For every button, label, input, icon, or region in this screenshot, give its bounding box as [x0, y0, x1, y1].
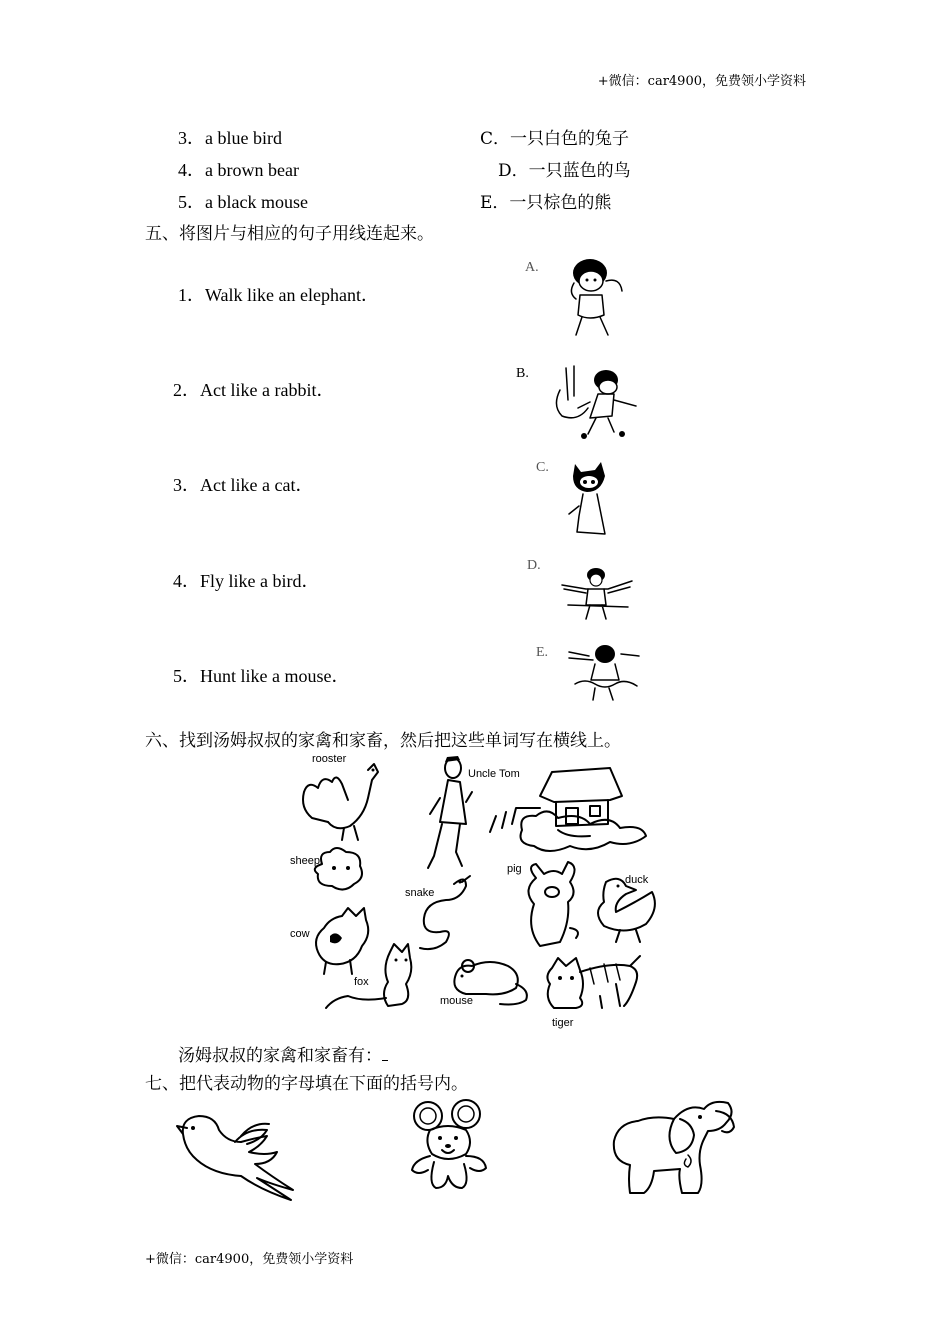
label-tiger: tiger: [552, 1017, 574, 1029]
sentence-4: 4．Fly like a bird．: [173, 571, 320, 591]
answer-prompt-label: 汤姆叔叔的家禽和家畜有：: [178, 1046, 382, 1066]
section4-option-d: D．一只蓝色的鸟: [498, 161, 631, 181]
picture-b-girl-rabbit: [548, 360, 643, 445]
answer-blank[interactable]: [382, 1046, 388, 1061]
label-duck: duck: [625, 874, 649, 886]
mouse-picture: [408, 1098, 493, 1193]
section4-item-3: 3．a blue bird: [178, 128, 282, 148]
section5-heading: 五、将图片与相应的句子用线连起来。: [145, 224, 434, 244]
sheep-drawing: [315, 848, 362, 890]
label-pig: pig: [507, 863, 522, 875]
label-uncle-tom: Uncle Tom: [468, 768, 520, 780]
section6-heading: 六、找到汤姆叔叔的家禽和家畜，然后把这些单词写在横线上。: [145, 731, 621, 751]
section7-heading: 七、把代表动物的字母填在下面的括号内。: [145, 1074, 468, 1094]
picture-d-girl-flying: [558, 565, 638, 625]
section4-option-e: E．一只棕色的熊: [480, 193, 612, 213]
picture-a-girl-walking: [560, 255, 640, 337]
elephant-picture: [608, 1095, 748, 1200]
footer-note: +微信：car4900，免费领小学资料: [145, 1252, 354, 1267]
label-cow: cow: [290, 928, 310, 940]
bird-picture: [175, 1112, 300, 1202]
rooster-drawing: [303, 764, 378, 840]
farmhouse-drawing: [490, 768, 646, 851]
picture-label-a: A.: [525, 260, 539, 275]
picture-label-e: E.: [536, 645, 549, 660]
header-note: +微信：car4900，免费领小学资料: [597, 74, 806, 89]
section4-item-4: 4．a brown bear: [178, 160, 299, 180]
answer-prompt: [178, 1041, 388, 1066]
duck-drawing: [598, 879, 655, 942]
section4-option-c: C．一只白色的兔子: [480, 129, 630, 149]
cow-drawing: [316, 908, 368, 974]
label-fox: fox: [354, 976, 369, 988]
section4-item-5: 5．a black mouse: [178, 192, 308, 212]
label-rooster: rooster: [312, 753, 347, 765]
picture-label-c: C.: [536, 460, 549, 475]
uncle-tom-farm-illustration: [290, 752, 665, 1032]
pig-drawing: [528, 862, 578, 946]
sentence-1: 1．Walk like an elephant．: [178, 285, 379, 305]
picture-c-cat-mask: [565, 458, 620, 538]
uncle-tom-drawing: [428, 756, 472, 868]
label-sheep: sheep: [290, 855, 320, 867]
sentence-3: 3．Act like a cat．: [173, 475, 314, 495]
picture-e-girl-mouse: [565, 642, 645, 704]
sentence-5: 5．Hunt like a mouse．: [173, 666, 350, 686]
picture-label-d: D.: [527, 558, 541, 573]
sentence-2: 2．Act like a rabbit．: [173, 380, 335, 400]
label-snake: snake: [405, 887, 435, 899]
tiger-drawing: [547, 956, 640, 1008]
label-mouse: mouse: [440, 995, 474, 1007]
picture-label-b: B.: [516, 366, 529, 381]
